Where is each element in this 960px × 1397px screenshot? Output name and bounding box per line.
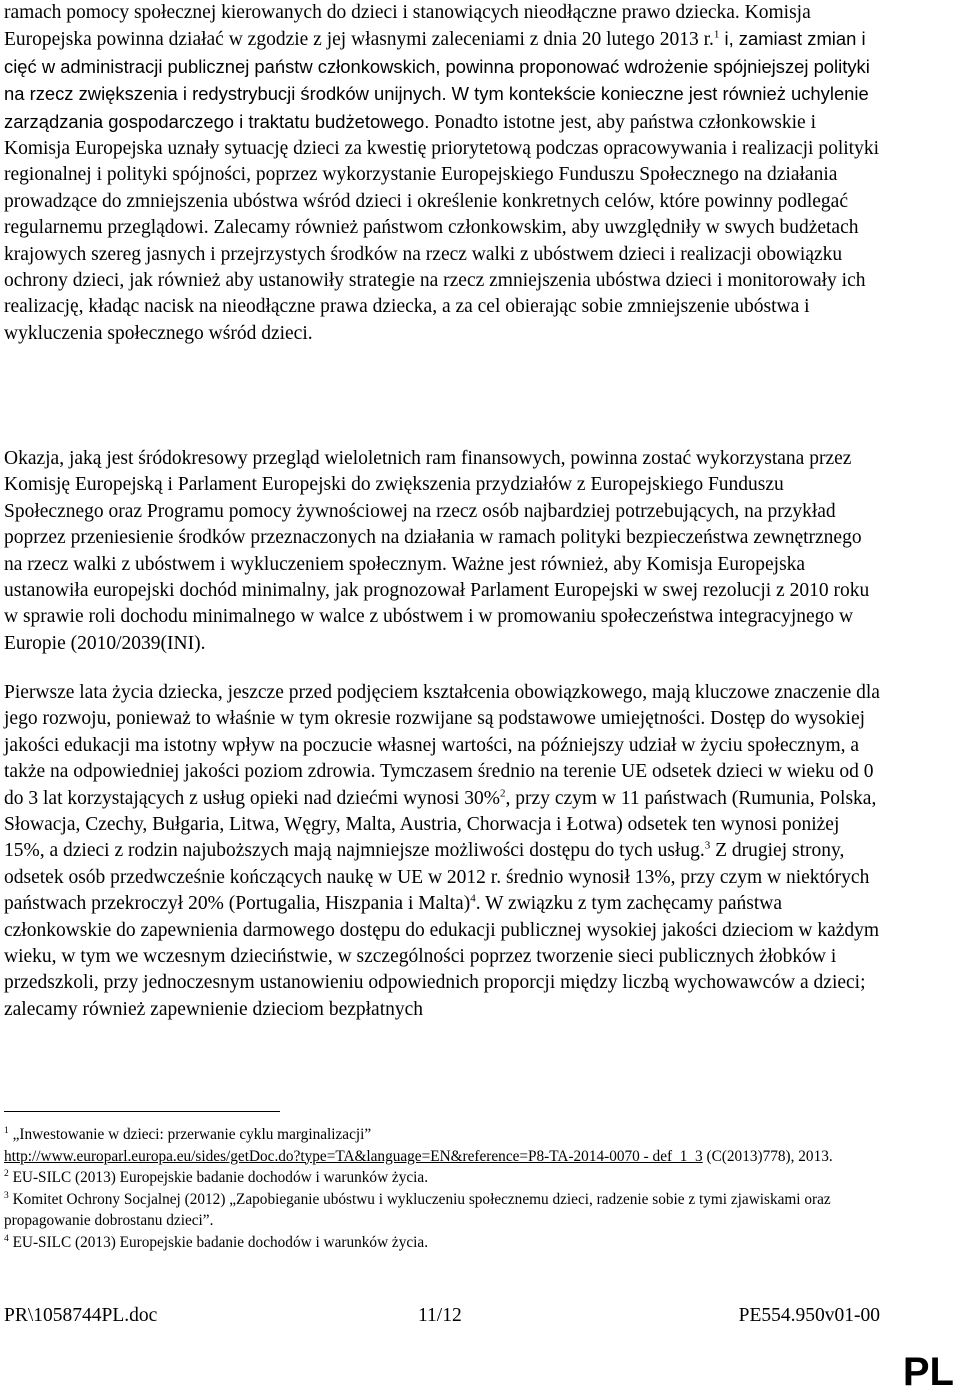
footnote-3	[4, 1189, 884, 1232]
paragraph-2-text: Okazja, jaką jest śródokresowy przegląd wieloletnich ram finansowych, powinna zostać wykorzystana przez Komisję Europejską i Parlament Europejski do zwiększenia przydziałów z Europejskiego Funduszu Społecznego oraz Programu pomocy żywnościowej na rzecz osób najbardziej potrzebujących, na przykład poprzez przeniesienie środków przeznaczonych na działania w ramach polityki bezpieczeństwa zewnętrznego na rzecz walki z ubóstwem i wykluczeniem społecznym. Ważne jest również, aby Komisja Europejska ustanowiła europejski dochód minimalny, jak prognozował Parlament Europejski w swej rezolucji z 2010 roku w sprawie roli dochodu minimalnego w walce z ubóstwem i w promowaniu społeczeństwa integracyjnego w Europie (2010/2039(INI).	[4, 448, 870, 654]
footnote-3-text: Komitet Ochrony Socjalnej (2012) „Zapobieganie ubóstwu i wykluczeniu społecznemu dzieci, radzenie sobie z tymi zjawiskami oraz propagowanie dobrostanu dzieci”.	[4, 1190, 831, 1230]
footnote-3-number: 3	[4, 1190, 9, 1201]
footer-page-number: 11/12	[418, 1305, 462, 1326]
footnote-2-text: EU-SILC (2013) Europejskie badanie dochodów i warunków życia.	[8, 1169, 429, 1187]
footnote-4	[4, 1232, 884, 1254]
footnote-2	[4, 1167, 884, 1189]
footer-doc-ref: PR\1058744PL.doc	[4, 1305, 158, 1326]
paragraph-3	[4, 680, 884, 1023]
footnote-ref-2[interactable]: 2	[500, 787, 506, 800]
footnote-1-link[interactable]: http://www.europarl.europa.eu/sides/getDoc.do?type=TA&language=EN&reference=P8-TA-2014-0070 - def_1_3	[4, 1147, 703, 1165]
footnote-4-text: EU-SILC (2013) Europejskie badanie dochodów i warunków życia.	[8, 1233, 429, 1251]
language-badge: PL	[902, 1350, 954, 1394]
footnote-2-number: 2	[4, 1169, 9, 1180]
paragraph-3-text-2: , przy czym w 11 państwach (Rumunia, Polska, Słowacja, Czechy, Bułgaria, Litwa, Węgry, Malta, Austria, Chorwacja i Łotwa) odsetek ten wynosi poniżej 15%, a dzieci z rodzin najuboższych mają najmniejsze możliwości dostępu do tych usług.	[4, 787, 877, 862]
footnote-ref-4[interactable]: 4	[470, 892, 476, 905]
footnote-1	[4, 1124, 884, 1167]
paragraph-3-text-3: Z drugiej strony, odsetek osób przedwcześnie kończących naukę w UE w 2012 r. średnio wynosił 13%, przy czym w niektórych państwach przekroczył 20% (Portugalia, Hiszpania i Malta)	[4, 840, 870, 915]
paragraph-2	[4, 446, 884, 657]
paragraph-1	[4, 0, 884, 347]
footnote-1-text: „Inwestowanie w dzieci: przerwanie cyklu marginalizacji”	[8, 1126, 372, 1143]
paragraph-1-text-d: Zalecamy również państwom członkowskim, aby uwzględniły w swych budżetach krajowych szereg jasnych i przejrzystych środków na rzecz walki z ubóstwem dzieci i realizacji obowiązku ochrony dzieci, jak również aby ustanowiły strategie na rzecz zmniejszenia ubóstwa dzieci i monitorowały ich realizację, kładąc nacisk na nieodłączne prawa dziecka, a za cel obierając sobie zmniejszenie ubóstwa i wykluczenia społecznego wśród dzieci.	[4, 217, 866, 344]
footnote-1-number: 1	[4, 1125, 9, 1136]
footnote-separator	[4, 1111, 280, 1112]
paragraph-3-text-1: Pierwsze lata życia dziecka, jeszcze przed podjęciem kształcenia obowiązkowego, mają kluczowe znaczenie dla jego rozwoju, ponieważ to właśnie w tym okresie rozwijane są podstawowe umiejętności. Dostęp do wysokiej jakości edukacji ma istotny wpływ na poczucie własnej wartości, na późniejszy udział w życiu społecznym, a także na odpowiedniej jakości poziom zdrowia. Tymczasem średnio na terenie UE odsetek dzieci w wieku od 0 do 3 lat korzystających z usług opieki nad dziećmi wynosi 30%	[4, 682, 880, 809]
paragraph-3-text-4: . W związku z tym zachęcamy państwa członkowskie do zapewnienia darmowego dostępu do edukacji publicznej wysokiej jakości dzieciom w każdym wieku, w tym we wczesnym dzieciństwie, w szczególności poprzez tworzenie sieci publicznych żłobków i przedszkoli, przy jednoczesnym ustanowieniu odpowiednich proporcji między liczbą wychowawców a dzieci; zalecamy również zapewnienie dzieciom bezpłatnych	[4, 893, 880, 1020]
footnotes	[4, 1124, 884, 1254]
footnote-ref-3[interactable]: 3	[704, 839, 711, 852]
footnote-ref-1[interactable]: 1	[713, 28, 720, 41]
footer-version: PE554.950v01-00	[738, 1305, 880, 1326]
footnote-1-after: (C(2013)778), 2013.	[702, 1147, 833, 1165]
footnote-4-number: 4	[4, 1233, 9, 1244]
paragraph-1-text-c: Ponadto istotne jest, aby państwa członkowskie i Komisja Europejska uznały sytuację dzieci za kwestię priorytetową podczas opracowywania i realizacji polityki regionalnej i polityki spójności, poprzez wykorzystanie Europejskiego Funduszu Społecznego na działania prowadzące do zmniejszenia ubóstwa wśród dzieci i określenie konkretnych celów, które powinny podlegać regularnemu przeglądowi.	[4, 111, 880, 239]
paragraph-1-text-a: ramach pomocy społecznej kierowanych do dzieci i stanowiących nieodłączne prawo dziecka. Komisja Europejska powinna działać w zgodzie z jej własnymi zaleceniami z dnia 20 lutego 2013 r.	[4, 2, 811, 51]
paragraph-1-text-b: i, zamiast zmian i cięć w administracji publicznej państw członkowskich, powinna proponować wdrożenie spójniejszej polityki na rzecz zwiększenia i redystrybucji środków unijnych. W tym kontekście konieczne jest również uchylenie zarządzania gospodarczego i traktatu budżetowego.	[4, 28, 870, 132]
